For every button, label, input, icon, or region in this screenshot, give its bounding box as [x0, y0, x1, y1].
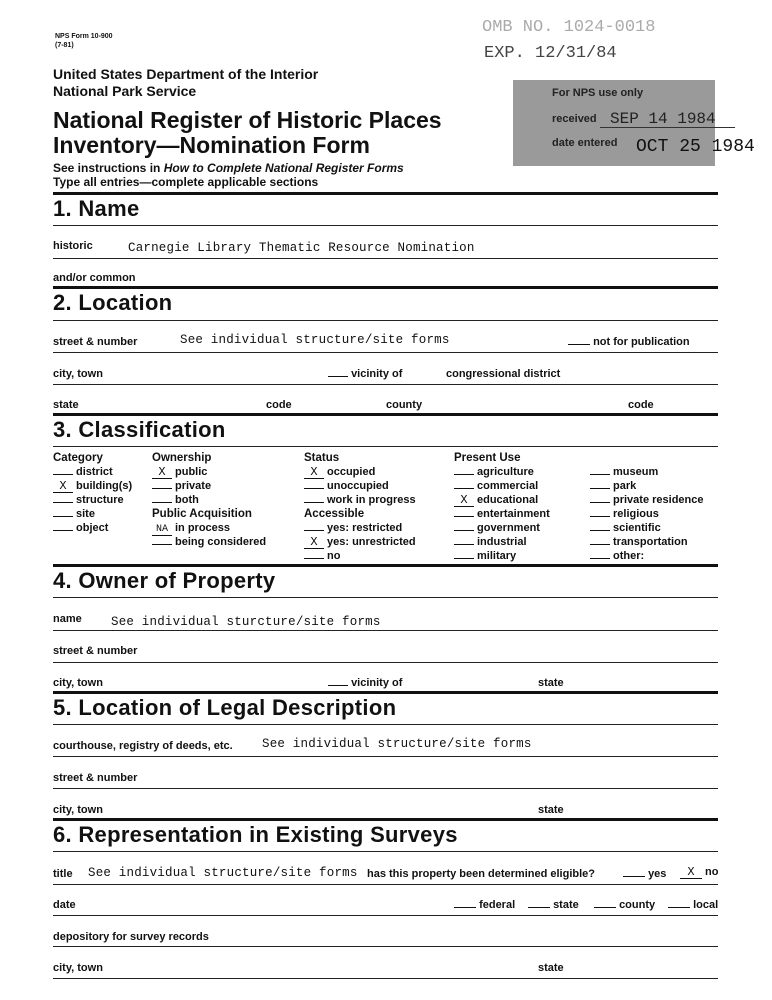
use-private-residence-checkbox[interactable] [590, 502, 610, 503]
category-structure-checkbox[interactable] [53, 502, 73, 503]
instructions-line2: Type all entries—complete applicable sections [53, 175, 319, 189]
use-museum[interactable] [590, 465, 704, 479]
use-religious-label: religious [613, 508, 659, 520]
legal-city-label: city, town [53, 804, 103, 816]
owner-name-label: name [53, 613, 82, 625]
status-occupied-checkbox[interactable]: X [304, 467, 324, 479]
level-local-label: local [693, 899, 719, 911]
state-code-label: code [266, 399, 292, 411]
status-work-in-progress[interactable] [304, 493, 416, 507]
use-museum-label: museum [613, 466, 659, 478]
eligible-no-label: no [705, 866, 719, 878]
use-transportation[interactable] [590, 535, 704, 549]
level-local-option[interactable] [668, 899, 718, 911]
received-date-stamp: SEP 14 1984 [610, 110, 716, 128]
street-number-value[interactable]: See individual structure/site forms [180, 333, 450, 347]
historic-rule [53, 258, 718, 259]
expiration-stamp: EXP. 12/31/84 [484, 44, 617, 63]
status-unoccupied[interactable] [304, 479, 416, 493]
section-3-bottom-rule [53, 446, 718, 447]
ownership-public-checkbox[interactable]: X [152, 467, 172, 479]
level-county-blank [594, 907, 616, 908]
form-title-line1: National Register of Historic Places [53, 107, 442, 133]
section-6-top-rule [53, 818, 718, 821]
category-column [53, 451, 132, 535]
section-4-bottom-rule [53, 597, 718, 598]
legal-state-label: state [538, 804, 564, 816]
owner-city-label: city, town [53, 677, 103, 689]
level-local-blank [668, 907, 690, 908]
eligible-no-option[interactable] [680, 866, 718, 879]
section-2-bottom-rule [53, 320, 718, 321]
accessible-no-checkbox[interactable] [304, 558, 324, 559]
section-6-heading: 6. Representation in Existing Surveys [53, 822, 458, 847]
not-for-publication-blank [568, 344, 590, 345]
use-government-checkbox[interactable] [454, 530, 474, 531]
courthouse-value[interactable]: See individual structure/site forms [262, 737, 532, 751]
service-name: National Park Service [53, 83, 197, 99]
owner-state-label: state [538, 677, 564, 689]
nps-box-header: For NPS use only [552, 87, 644, 99]
acquisition-in-process-label: in process [175, 522, 231, 534]
survey-state-label: state [538, 962, 564, 974]
form-title-line2: Inventory—Nomination Form [53, 132, 370, 158]
accessible-no[interactable] [304, 549, 416, 563]
ownership-private-label: private [175, 480, 212, 492]
category-site-label: site [76, 508, 95, 520]
category-buildings-label: building(s) [76, 480, 133, 492]
owner-vicinity-blank [328, 685, 348, 686]
use-other-checkbox[interactable] [590, 558, 610, 559]
accessible-unrestricted-checkbox[interactable]: X [304, 537, 324, 549]
owner-vicinity-label: vicinity of [351, 677, 403, 689]
use-other[interactable] [590, 549, 704, 563]
status-column [304, 451, 416, 563]
accessible-unrestricted[interactable] [304, 535, 416, 549]
level-federal-label: federal [479, 899, 516, 911]
accessible-restricted-checkbox[interactable] [304, 530, 324, 531]
use-commercial[interactable] [454, 479, 550, 493]
acquisition-being-considered-checkbox[interactable] [152, 544, 172, 545]
form-number: NPS Form 10-900 [55, 33, 113, 40]
category-buildings-checkbox[interactable]: X [53, 481, 73, 493]
eligible-no-checkbox[interactable]: X [680, 867, 702, 879]
use-other-label: other: [613, 550, 645, 562]
use-entertainment-checkbox[interactable] [454, 516, 474, 517]
status-unoccupied-label: unoccupied [327, 480, 389, 492]
not-for-publication-label: not for publication [593, 336, 690, 348]
acquisition-in-process[interactable] [152, 521, 266, 535]
survey-city-label: city, town [53, 962, 103, 974]
present-use-column-2 [590, 465, 704, 563]
depository-label: depository for survey records [53, 931, 209, 943]
use-scientific-label: scientific [613, 522, 661, 534]
ownership-public-label: public [175, 466, 208, 478]
accessible-restricted-label: yes: restricted [327, 522, 403, 534]
category-buildings[interactable] [53, 479, 132, 493]
section-5-top-rule [53, 691, 718, 694]
use-entertainment[interactable] [454, 507, 550, 521]
street-number-label: street & number [53, 336, 138, 348]
historic-label: historic [53, 240, 93, 252]
use-agriculture-label: agriculture [477, 466, 534, 478]
status-occupied-label: occupied [327, 466, 376, 478]
category-object-label: object [76, 522, 109, 534]
use-commercial-label: commercial [477, 480, 539, 492]
acquisition-being-considered-label: being considered [175, 536, 267, 548]
use-industrial-checkbox[interactable] [454, 544, 474, 545]
section-5-heading: 5. Location of Legal Description [53, 695, 397, 720]
use-entertainment-label: entertainment [477, 508, 550, 520]
level-federal-blank [454, 907, 476, 908]
city-town-label: city, town [53, 368, 103, 380]
ownership-private-checkbox[interactable] [152, 488, 172, 489]
level-federal-option[interactable] [454, 899, 515, 911]
use-park[interactable] [590, 479, 704, 493]
category-structure[interactable] [53, 493, 132, 507]
date-entered-label: date entered [552, 137, 618, 149]
survey-title-rule [53, 884, 718, 885]
public-acquisition-header: Public Acquisition [152, 508, 252, 520]
owner-street-rule [53, 662, 718, 663]
vicinity-option[interactable] [328, 368, 402, 380]
accessible-no-label: no [327, 550, 341, 562]
category-district-label: district [76, 466, 113, 478]
section-2-top-rule [53, 286, 718, 289]
eligible-yes-blank [623, 876, 645, 877]
common-name-label: and/or common [53, 272, 136, 284]
category-header: Category [53, 452, 103, 464]
congressional-district-label: congressional district [446, 368, 561, 380]
eligible-yes-option[interactable] [623, 868, 666, 880]
section-1-top-rule [53, 192, 718, 195]
section-5-bottom-rule [53, 724, 718, 725]
ownership-both[interactable] [152, 493, 266, 507]
use-scientific-checkbox[interactable] [590, 530, 610, 531]
level-state-label: state [553, 899, 579, 911]
eligible-question: has this property been determined eligible? [367, 868, 595, 880]
use-park-checkbox[interactable] [590, 488, 610, 489]
use-military-checkbox[interactable] [454, 558, 474, 559]
vicinity-blank [328, 376, 348, 377]
not-for-publication-option[interactable] [568, 336, 690, 348]
owner-name-rule [53, 630, 718, 631]
use-transportation-label: transportation [613, 536, 688, 548]
present-use-header: Present Use [454, 452, 521, 464]
acquisition-in-process-checkbox[interactable]: NA [152, 524, 172, 536]
county-label: county [386, 399, 423, 411]
ownership-column [152, 451, 266, 549]
use-government[interactable] [454, 521, 550, 535]
owner-name-value[interactable]: See individual sturcture/site forms [111, 615, 381, 629]
category-district-checkbox[interactable] [53, 474, 73, 475]
accessible-unrestricted-label: yes: unrestricted [327, 536, 416, 548]
instructions-line1 [53, 161, 404, 175]
city-rule [53, 384, 718, 385]
use-agriculture[interactable] [454, 465, 550, 479]
legal-street-label: street & number [53, 772, 138, 784]
section-4-top-rule [53, 564, 718, 567]
county-code-label: code [628, 399, 654, 411]
use-military-label: military [477, 550, 517, 562]
ownership-public[interactable] [152, 465, 266, 479]
category-object-checkbox[interactable] [53, 530, 73, 531]
use-industrial-label: industrial [477, 536, 527, 548]
eligible-yes-label: yes [648, 868, 667, 880]
state-label: state [53, 399, 79, 411]
accessible-restricted[interactable] [304, 521, 416, 535]
use-government-label: government [477, 522, 540, 534]
use-scientific[interactable] [590, 521, 704, 535]
use-park-label: park [613, 480, 637, 492]
received-label: received [552, 113, 597, 125]
ownership-both-checkbox[interactable] [152, 502, 172, 503]
category-site[interactable] [53, 507, 132, 521]
status-work-in-progress-checkbox[interactable] [304, 502, 324, 503]
instructions-prefix: See instructions in [53, 161, 164, 175]
date-entered-stamp: OCT 25 1984 [636, 137, 755, 157]
level-county-label: county [619, 899, 656, 911]
category-object[interactable] [53, 521, 132, 535]
survey-date-rule [53, 915, 718, 916]
survey-title-value[interactable]: See individual structure/site forms [88, 866, 358, 880]
status-unoccupied-checkbox[interactable] [304, 488, 324, 489]
section-6-bottom-rule [53, 851, 718, 852]
use-religious[interactable] [590, 507, 704, 521]
accessible-header: Accessible [304, 508, 365, 520]
status-work-in-progress-label: work in progress [327, 494, 416, 506]
form-revision: (7-81) [55, 42, 74, 49]
use-educational-label: educational [477, 494, 539, 506]
section-1-bottom-rule [53, 225, 718, 226]
ownership-private[interactable] [152, 479, 266, 493]
use-transportation-checkbox[interactable] [590, 544, 610, 545]
section-3-heading: 3. Classification [53, 417, 226, 442]
courthouse-rule [53, 756, 718, 757]
category-district[interactable] [53, 465, 132, 479]
status-header: Status [304, 452, 340, 464]
department-name: United States Department of the Interior [53, 66, 319, 82]
status-occupied[interactable] [304, 465, 416, 479]
category-site-checkbox[interactable] [53, 516, 73, 517]
depository-rule [53, 946, 718, 947]
instructions-book-title: How to Complete National Register Forms [163, 161, 404, 175]
courthouse-label: courthouse, registry of deeds, etc. [53, 740, 233, 752]
use-commercial-checkbox[interactable] [454, 488, 474, 489]
present-use-column-1 [454, 451, 550, 563]
received-rule [600, 127, 735, 128]
level-state-blank [528, 907, 550, 908]
section-1-heading: 1. Name [53, 196, 140, 221]
legal-street-rule [53, 788, 718, 789]
use-museum-checkbox[interactable] [590, 474, 610, 475]
section-2-heading: 2. Location [53, 290, 173, 315]
acquisition-being-considered[interactable] [152, 535, 266, 549]
section-4-heading: 4. Owner of Property [53, 568, 276, 593]
survey-title-label: title [53, 868, 73, 880]
owner-vicinity-option[interactable] [328, 677, 402, 689]
use-agriculture-checkbox[interactable] [454, 474, 474, 475]
ownership-both-label: both [175, 494, 199, 506]
section-3-top-rule [53, 413, 718, 416]
level-county-option[interactable] [594, 899, 655, 911]
ownership-header: Ownership [152, 452, 212, 464]
level-state-option[interactable] [528, 899, 579, 911]
use-educational-checkbox[interactable]: X [454, 495, 474, 507]
use-religious-checkbox[interactable] [590, 516, 610, 517]
historic-name-value[interactable]: Carnegie Library Thematic Resource Nomination [128, 241, 475, 255]
use-private-residence[interactable] [590, 493, 704, 507]
use-military[interactable] [454, 549, 550, 563]
category-structure-label: structure [76, 494, 124, 506]
survey-city-rule [53, 978, 718, 979]
vicinity-label: vicinity of [351, 368, 403, 380]
survey-date-label: date [53, 899, 76, 911]
owner-street-label: street & number [53, 645, 138, 657]
street-rule [53, 352, 718, 353]
omb-number-stamp: OMB NO. 1024-0018 [482, 18, 656, 37]
use-educational[interactable] [454, 493, 550, 507]
use-private-residence-label: private residence [613, 494, 704, 506]
use-industrial[interactable] [454, 535, 550, 549]
